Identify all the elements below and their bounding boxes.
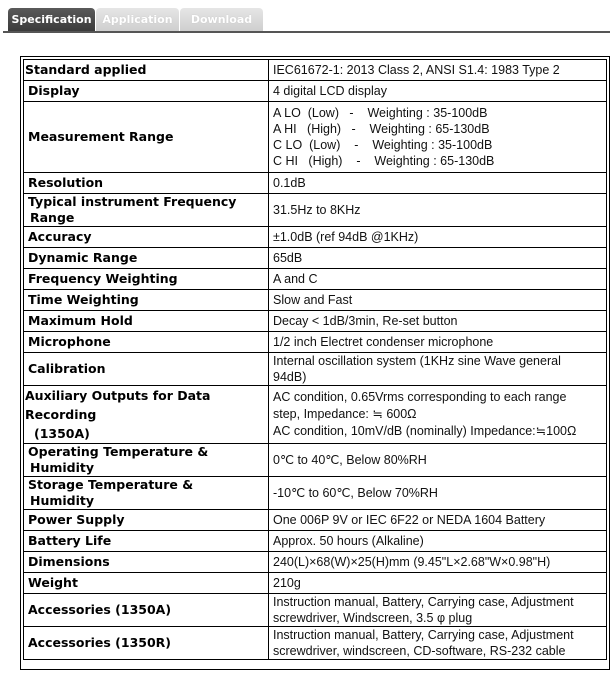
spec-row-display bbox=[24, 81, 607, 102]
spec-value: 240(L)×68(W)×25(H)mm (9.45"L×2.68"W×0.98"H) bbox=[269, 552, 607, 573]
spec-value: 0℃ to 40℃, Below 80%RH bbox=[269, 444, 607, 477]
spec-label: Dynamic Range bbox=[24, 248, 269, 269]
spec-value bbox=[269, 102, 607, 173]
spec-value bbox=[269, 386, 607, 444]
tab-application[interactable]: Application bbox=[96, 8, 179, 31]
range-line: A LO (Low) - Weighting : 35-100dB bbox=[273, 106, 488, 120]
spec-value bbox=[269, 594, 607, 627]
spec-value: One 006P 9V or IEC 6F22 or NEDA 1604 Battery bbox=[269, 510, 607, 531]
spec-row-standard bbox=[24, 60, 607, 81]
tab-download[interactable]: Download bbox=[180, 8, 263, 31]
spec-label: Time Weighting bbox=[24, 290, 269, 311]
spec-row-accessories-1350r bbox=[24, 627, 607, 660]
spec-value: 65dB bbox=[269, 248, 607, 269]
spec-row-accuracy bbox=[24, 227, 607, 248]
spec-row-power-supply bbox=[24, 510, 607, 531]
spec-label: Accuracy bbox=[24, 227, 269, 248]
spec-label: Dimensions bbox=[24, 552, 269, 573]
label-line: Humidity bbox=[30, 460, 95, 475]
spec-value: ±1.0dB (ref 94dB @1KHz) bbox=[269, 227, 607, 248]
value-line: 94dB) bbox=[273, 370, 307, 384]
value-line: Instruction manual, Battery, Carrying case, Adjustment bbox=[273, 595, 574, 609]
range-line: A HI (High) - Weighting : 65-130dB bbox=[273, 122, 490, 136]
spec-label: Calibration bbox=[24, 353, 269, 386]
value-line: AC condition, 0.65Vrms corresponding to each range bbox=[273, 390, 567, 404]
label-line: Range bbox=[30, 210, 75, 225]
spec-row-resolution bbox=[24, 173, 607, 194]
label-line: Auxiliary Outputs for Data bbox=[25, 388, 211, 403]
spec-value bbox=[269, 353, 607, 386]
spec-row-calibration bbox=[24, 353, 607, 386]
spec-row-accessories-1350a bbox=[24, 594, 607, 627]
value-line: Instruction manual, Battery, Carrying case, Adjustment bbox=[273, 628, 574, 642]
tab-specification[interactable]: Specification bbox=[8, 8, 95, 31]
spec-value: Approx. 50 hours (Alkaline) bbox=[269, 531, 607, 552]
spec-row-operating-temperature bbox=[24, 444, 607, 477]
range-line: C HI (High) - Weighting : 65-130dB bbox=[273, 154, 495, 168]
spec-label: Power Supply bbox=[24, 510, 269, 531]
spec-label bbox=[24, 477, 269, 510]
label-line: Operating Temperature & bbox=[28, 444, 209, 459]
range-line: C LO (Low) - Weighting : 35-100dB bbox=[273, 138, 493, 152]
spec-row-measurement-range bbox=[24, 102, 607, 173]
spec-label: Maximum Hold bbox=[24, 311, 269, 332]
spec-row-frequency-range bbox=[24, 194, 607, 227]
spec-label bbox=[24, 444, 269, 477]
spec-label bbox=[24, 386, 269, 444]
spec-label: Resolution bbox=[24, 173, 269, 194]
spec-value: IEC61672-1: 2013 Class 2, ANSI S1.4: 1983 Type 2 bbox=[269, 60, 607, 81]
spec-row-weight bbox=[24, 573, 607, 594]
spec-row-dimensions bbox=[24, 552, 607, 573]
spec-row-frequency-weighting bbox=[24, 269, 607, 290]
spec-label: Battery Life bbox=[24, 531, 269, 552]
spec-label: Weight bbox=[24, 573, 269, 594]
value-line: AC condition, 10mV/dB (nominally) Impedance:≒100Ω bbox=[273, 424, 577, 438]
spec-row-microphone bbox=[24, 332, 607, 353]
spec-value: Slow and Fast bbox=[269, 290, 607, 311]
spec-value: Decay < 1dB/3min, Re-set button bbox=[269, 311, 607, 332]
value-line: Internal oscillation system (1KHz sine Wave general bbox=[273, 354, 561, 368]
spec-value: 31.5Hz to 8KHz bbox=[269, 194, 607, 227]
spec-label: Microphone bbox=[24, 332, 269, 353]
spec-label: Frequency Weighting bbox=[24, 269, 269, 290]
spec-row-dynamic-range bbox=[24, 248, 607, 269]
spec-value: 4 digital LCD display bbox=[269, 81, 607, 102]
spec-value: -10℃ to 60℃, Below 70%RH bbox=[269, 477, 607, 510]
label-line: Recording bbox=[25, 407, 97, 422]
spec-label: Standard applied bbox=[24, 60, 269, 81]
spec-label: Display bbox=[24, 81, 269, 102]
spec-row-maximum-hold bbox=[24, 311, 607, 332]
spec-value: A and C bbox=[269, 269, 607, 290]
spec-label: Accessories (1350A) bbox=[24, 594, 269, 627]
tab-bar bbox=[3, 8, 610, 33]
spec-value: 0.1dB bbox=[269, 173, 607, 194]
label-line: Humidity bbox=[30, 493, 95, 508]
spec-label: Measurement Range bbox=[24, 102, 269, 173]
spec-label bbox=[24, 194, 269, 227]
spec-table bbox=[23, 59, 607, 660]
value-line: screwdriver, windscreen, CD-software, RS-232 cable bbox=[273, 644, 566, 658]
value-line: screwdriver, Windscreen, 3.5 φ plug bbox=[273, 611, 473, 625]
label-line: Typical instrument Frequency bbox=[28, 194, 237, 209]
value-line: step, Impedance: ≒ 600Ω bbox=[273, 407, 417, 421]
label-line: (1350A) bbox=[34, 426, 90, 441]
spec-row-auxiliary-outputs bbox=[24, 386, 607, 444]
spec-row-battery-life bbox=[24, 531, 607, 552]
spec-row-time-weighting bbox=[24, 290, 607, 311]
spec-row-storage-temperature bbox=[24, 477, 607, 510]
label-line: Storage Temperature & bbox=[28, 477, 194, 492]
spec-value: 1/2 inch Electret condenser microphone bbox=[269, 332, 607, 353]
spec-value bbox=[269, 627, 607, 660]
spec-value: 210g bbox=[269, 573, 607, 594]
spec-label: Accessories (1350R) bbox=[24, 627, 269, 660]
